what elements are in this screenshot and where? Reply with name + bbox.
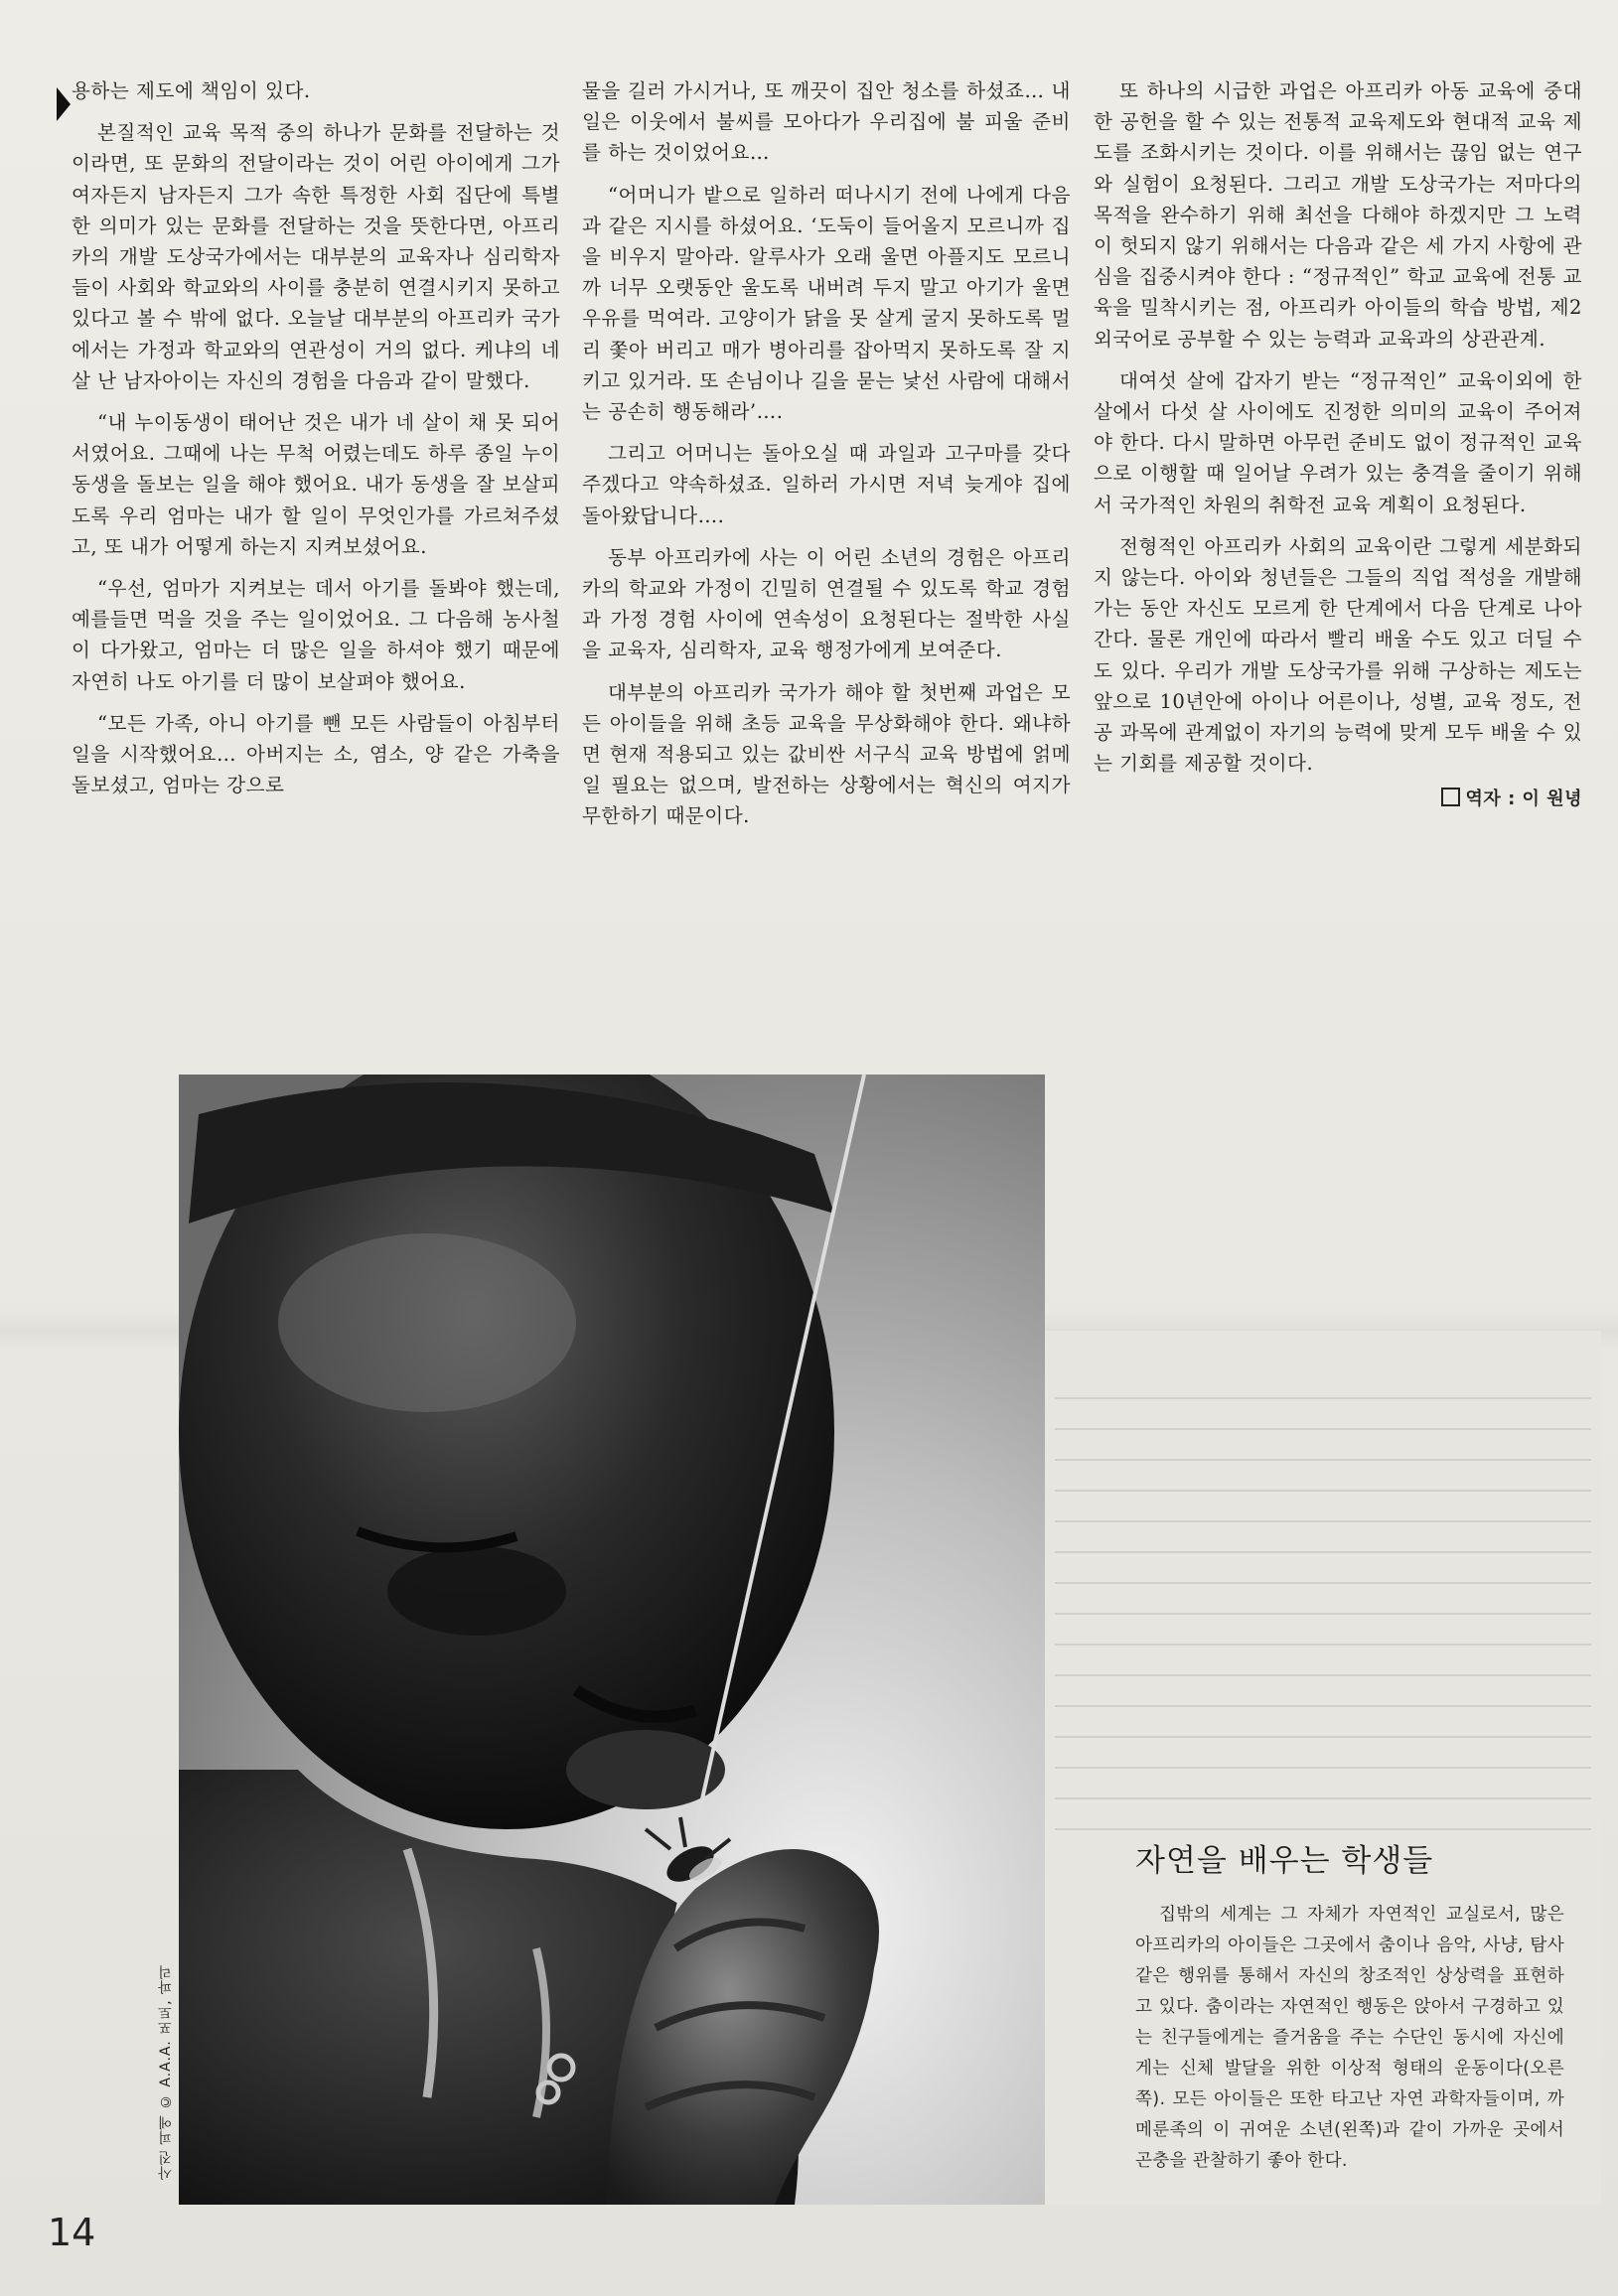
paragraph: 용하는 제도에 책임이 있다.	[72, 79, 311, 102]
paragraph: 전형적인 아프리카 사회의 교육이란 그렇게 세분화되지 않는다. 아이와 청년들은 그들의 직업 적성을 개발해가는 동안 자신도 모르게 한 단계에서 다음 단계로 나아간다. 물론 개인에 따라서 빨리 배울 수도 있고 더딜 수도 있다. 우리가 개발 도상국가를 위해 구상하는 제도는 앞으로 10년안에 아이나 어른이나, 성별, 교육 정도, 전공 과목에 관계없이 자기의 능력에 맞게 모두 배울 수 있는 기회를 제공할 것이다.	[1094, 534, 1582, 776]
show-through-text	[1055, 1375, 1591, 1842]
paragraph: 그리고 어머니는 돌아오실 때 과일과 고구마를 갖다 주겠다고 약속하셨죠. 일하러 가시면 저녁 늦게야 집에 돌아왔답니다….	[582, 442, 1071, 527]
paragraph: 또 하나의 시급한 과업은 아프리카 아동 교육에 중대한 공헌을 할 수 있는 전통적 교육제도와 현대적 교육 제도를 조화시키는 것이다. 이를 위해서는 끊임 없는 연구와 실험이 요청된다. 그리고 개발 도상국가는 저마다의 목적을 완수하기 위해 최선을 다해야 하겠지만 그 노력이 헛되지 않기 위해서는 다음과 같은 세 가지 사항에 관심을 집중시켜야 한다 : “정규적인” 학교 교육에 전통 교육을 밀착시키는 점, 아프리카 아이들의 학습 방법, 제2외국어로 공부할 수 있는 능력과 교육과의 상관관계.	[1094, 79, 1582, 351]
photo-credit: 사진 피에 © A.A.A. 포토, 파리	[158, 1963, 174, 2180]
photo-caption	[1135, 1835, 1564, 2177]
paragraph: 동부 아프리카에 사는 이 어린 소년의 경험은 아프리카의 학교와 가정이 긴밀히 연결될 수 있도록 학교 경험과 가정 경험 사이에 연속성이 요청된다는 절박한 사실을 교육자, 심리학자, 교육 행정가에게 보여준다.	[582, 545, 1071, 662]
paragraph: “어머니가 밭으로 일하러 떠나시기 전에 나에게 다음과 같은 지시를 하셨어요. ‘도둑이 들어올지 모르니까 집을 비우지 말아라. 알루사가 오래 울면 아플지도 모르니까 너무 오랫동안 울도록 내버려 두지 말고 아기가 울면 우유를 먹여라. 고양이가 닭을 못 살게 굴지 못하도록 멀리 쫓아 버리고 매가 병아리를 잡아먹지 못하도록 잘 지키고 있거라. 또 손님이나 길을 묻는 낯선 사람에 대해서는 공손히 행동해라’….	[582, 183, 1071, 424]
caption-title: 자연을 배우는 학생들	[1135, 1843, 1434, 1879]
translator-credit	[1094, 784, 1582, 814]
paragraph: “모든 가족, 아니 아기를 뺀 모든 사람들이 아침부터 일을 시작했어요… 아버지는 소, 염소, 양 같은 가축을 돌보셨고, 엄마는 강으로	[72, 711, 560, 797]
photo-illustration	[179, 1075, 1045, 2205]
paragraph: 본질적인 교육 목적 중의 하나가 문화를 전달하는 것이라면, 또 문화의 전달이라는 것이 어린 아이에게 그가 여자든지 남자든지 그가 속한 특정한 사회 집단에 특별한 의미가 있는 문화를 전달하는 것을 뜻한다면, 아프리카의 개발 도상국가에서는 대부분의 교육자나 심리학자들이 사회와 학교와의 사이를 충분히 연결시키지 못하고 있다고 볼 수 밖에 없다. 오늘날 대부분의 아프리카 국가에서는 가정과 학교와의 연관성이 거의 없다. 케냐의 네 살 난 남자아이는 자신의 경험을 다음과 같이 말했다.	[72, 121, 560, 392]
caption-text: 집밖의 세계는 그 자체가 자연적인 교실로서, 많은 아프리카의 아이들은 그곳에서 춤이나 음악, 사냥, 탐사 같은 행위를 통해서 자신의 창조적인 상상력을 표현하고 있다. 춤이라는 자연적인 행동은 앉아서 구경하고 있는 친구들에게는 즐거움을 주는 수단인 동시에 자신에게는 신체 발달을 위한 이상적 형태의 운동이다(오른쪽). 모든 아이들은 또한 타고난 자연 과학자들이며, 까메룬족의 이 귀여운 소년(왼쪽)과 같이 가까운 곳에서 곤충을 관찰하기 좋아 한다.	[1135, 1905, 1564, 2171]
page-number: 14	[48, 2211, 96, 2254]
paragraph: 대여섯 살에 갑자기 받는 “정규적인” 교육이외에 한 살에서 다섯 살 사이에도 진정한 의미의 교육이 주어져야 한다. 다시 말하면 아무런 준비도 없이 정규적인 교육으로 이행할 때 일어날 우려가 있는 충격을 줄이기 위해서 국가적인 차원의 취학전 교육 계획이 요청된다.	[1094, 368, 1582, 516]
paragraph: 대부분의 아프리카 국가가 해야 할 첫번째 과업은 모든 아이들을 위해 초등 교육을 무상화해야 한다. 왜냐하면 현재 적용되고 있는 값비싼 서구식 교육 방법에 얽메일 필요는 없으며, 발전하는 상황에서는 혁신의 여지가 무한하기 때문이다.	[582, 680, 1071, 828]
paragraph: 물을 길러 가시거나, 또 깨끗이 집안 청소를 하셨죠… 내 일은 이웃에서 불씨를 모아다가 우리집에 불 피울 준비를 하는 것이었어요…	[582, 79, 1071, 165]
article-column-3	[1094, 75, 1582, 815]
square-bullet-icon	[1441, 788, 1460, 806]
article-column-2	[582, 75, 1071, 843]
boy-with-insect-photo	[179, 1075, 1045, 2205]
paragraph: “내 누이동생이 태어난 것은 내가 네 살이 채 못 되어서였어요. 그때에 나는 무척 어렸는데도 하루 종일 누이동생을 돌보는 일을 해야 했어요. 내가 동생을 잘 보살피도록 우리 엄마는 내가 할 일이 무엇인가를 가르쳐주셨고, 또 내가 어떻게 하는지 지켜보셨어요.	[72, 411, 560, 558]
paragraph: “우선, 엄마가 지켜보는 데서 아기를 돌봐야 했는데, 예를들면 먹을 것을 주는 일이었어요. 그 다음해 농사철이 다가왔고, 엄마는 더 많은 일을 하셔야 했기 때문에 자연히 나도 아기를 더 많이 보살펴야 했어요.	[72, 577, 560, 693]
article-column-1	[72, 75, 560, 811]
translator-name: 역자 : 이 원녕	[1465, 789, 1582, 810]
continuation-marker-icon	[57, 87, 71, 121]
